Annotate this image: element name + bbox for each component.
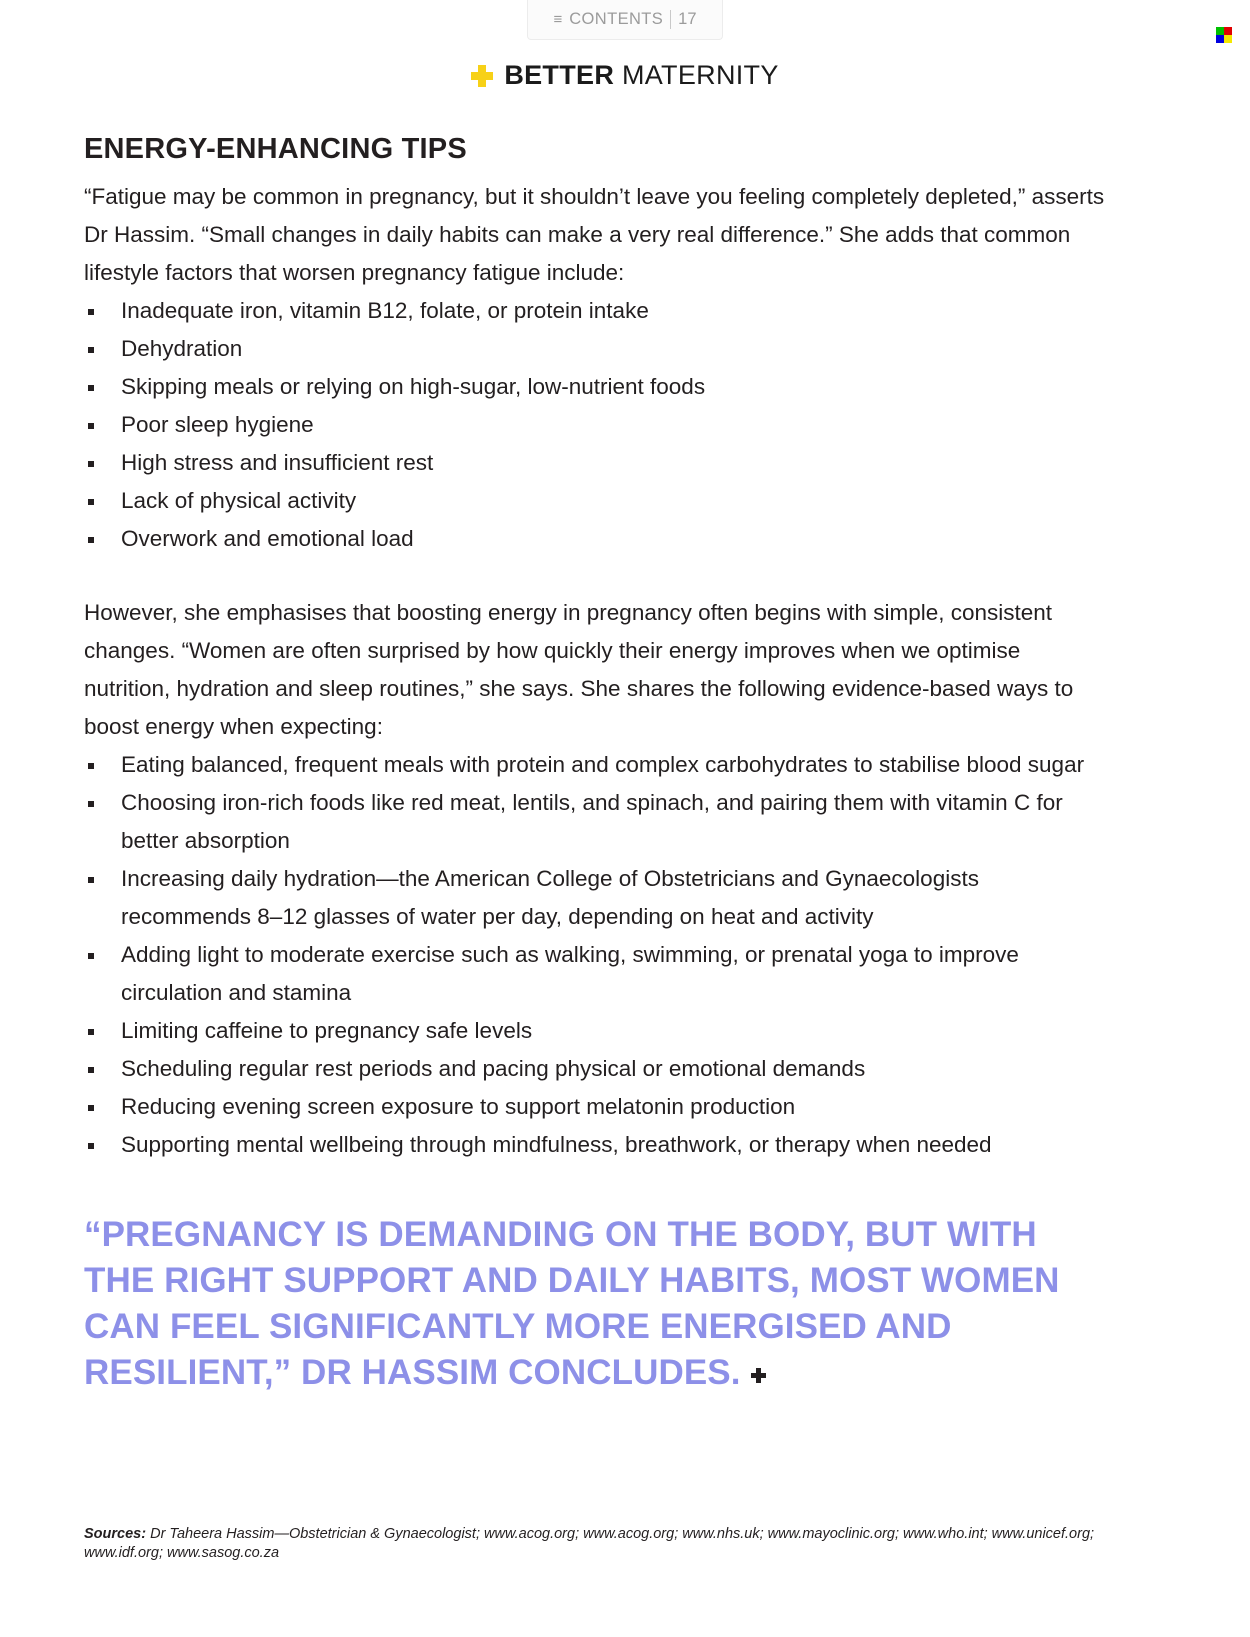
list-item [84, 444, 1110, 482]
swatch-blue [1216, 35, 1224, 43]
list-item-text: Dehydration [121, 335, 243, 361]
page-title: ENERGY-ENHANCING TIPS [84, 133, 467, 165]
bullet-square-icon [88, 877, 94, 883]
bullet-square-icon [88, 385, 94, 391]
list-item [84, 482, 1110, 520]
causes-list [84, 292, 1110, 558]
sources-label: Sources: [84, 1526, 147, 1542]
list-item-text: Eating balanced, frequent meals with protein and complex carbohydrates to stabilise blood sugar [121, 751, 1085, 777]
list-item [84, 330, 1110, 368]
list-item-text: Choosing iron-rich foods like red meat, lentils, and spinach, and pairing them with vitamin C for better absorption [121, 789, 1063, 853]
bullet-square-icon [88, 1029, 94, 1035]
list-item [84, 368, 1110, 406]
list-item [84, 406, 1110, 444]
section-spacer [84, 558, 1110, 594]
list-item [84, 520, 1110, 558]
brand-light: MATERNITY [621, 60, 779, 90]
brand-bold: BETTER [504, 60, 615, 90]
pull-quote-text: “PREGNANCY IS DEMANDING ON THE BODY, BUT WITH THE RIGHT SUPPORT AND DAILY HABITS, MOST WOMEN CAN FEEL SIGNIFICANTLY MORE ENERGISED AND RESILIENT,” DR HASSIM CONCLUDES. [84, 1214, 1060, 1392]
plus-endmark-icon [751, 1368, 766, 1383]
brand-title [504, 60, 778, 91]
tips-list [84, 746, 1110, 1164]
list-item [84, 860, 1110, 936]
list-item [84, 1050, 1110, 1088]
bullet-square-icon [88, 953, 94, 959]
sources-text: Dr Taheera Hassim—Obstetrician & Gynaecologist; www.acog.org; www.acog.org; www.nhs.uk; www.mayoclinic.org; www.who.int; www.unicef.org; www.idf.org; www.sasog.co.za [84, 1526, 1095, 1561]
plus-icon [471, 65, 493, 87]
list-item [84, 1126, 1110, 1164]
list-item-text: Adding light to moderate exercise such as walking, swimming, or prenatal yoga to improve circulation and stamina [121, 941, 1019, 1005]
list-item [84, 292, 1110, 330]
swatch-red [1224, 27, 1232, 35]
bullet-square-icon [88, 347, 94, 353]
list-item-text: Overwork and emotional load [121, 525, 414, 551]
list-item-text: Reducing evening screen exposure to support melatonin production [121, 1093, 796, 1119]
list-item [84, 746, 1110, 784]
bullet-square-icon [88, 763, 94, 769]
list-item-text: Limiting caffeine to pregnancy safe levels [121, 1017, 533, 1043]
swatch-green [1216, 27, 1224, 35]
list-item [84, 784, 1110, 860]
intro-paragraph: “Fatigue may be common in pregnancy, but it shouldn’t leave you feeling completely depleted,” asserts Dr Hassim. “Small changes in daily habits can make a very real difference.” She adds that common lifestyle factors that worsen pregnancy fatigue include: [84, 183, 1105, 285]
bullet-square-icon [88, 1067, 94, 1073]
list-item-text: Inadequate iron, vitamin B12, folate, or protein intake [121, 297, 649, 323]
list-item-text: Supporting mental wellbeing through mindfulness, breathwork, or therapy when needed [121, 1131, 992, 1157]
list-item [84, 936, 1110, 1012]
bullet-square-icon [88, 801, 94, 807]
list-item-text: Poor sleep hygiene [121, 411, 314, 437]
article-body [84, 134, 1110, 1396]
bullet-square-icon [88, 423, 94, 429]
list-item-text: Scheduling regular rest periods and pacing physical or emotional demands [121, 1055, 866, 1081]
list-item-text: High stress and insufficient rest [121, 449, 434, 475]
list-item-text: Skipping meals or relying on high-sugar, low-nutrient foods [121, 373, 706, 399]
bullet-square-icon [88, 1143, 94, 1149]
hamburger-icon: ≡ [553, 11, 563, 28]
list-item-text: Lack of physical activity [121, 487, 357, 513]
contents-divider [670, 10, 671, 29]
list-item [84, 1088, 1110, 1126]
contents-pill[interactable] [527, 0, 723, 40]
bullet-square-icon [88, 537, 94, 543]
bullet-square-icon [88, 461, 94, 467]
corner-color-swatch-icon [1216, 27, 1232, 43]
page-number: 17 [678, 10, 697, 28]
bullet-square-icon [88, 309, 94, 315]
contents-label: CONTENTS [569, 10, 664, 28]
swatch-yellow [1224, 35, 1232, 43]
sources-footer [84, 1525, 1124, 1563]
bullet-square-icon [88, 499, 94, 505]
list-item [84, 1012, 1110, 1050]
bridge-paragraph: However, she emphasises that boosting energy in pregnancy often begins with simple, consistent changes. “Women are often surprised by how quickly their energy improves when we optimise nutrition, hydration and sleep routines,” she says. She shares the following evidence-based ways to boost energy when expecting: [84, 599, 1074, 739]
pull-quote [84, 1212, 1110, 1396]
list-item-text: Increasing daily hydration—the American College of Obstetricians and Gynaecologists recommends 8–12 glasses of water per day, depending on heat and activity [121, 865, 979, 929]
masthead [0, 60, 1250, 91]
bullet-square-icon [88, 1105, 94, 1111]
